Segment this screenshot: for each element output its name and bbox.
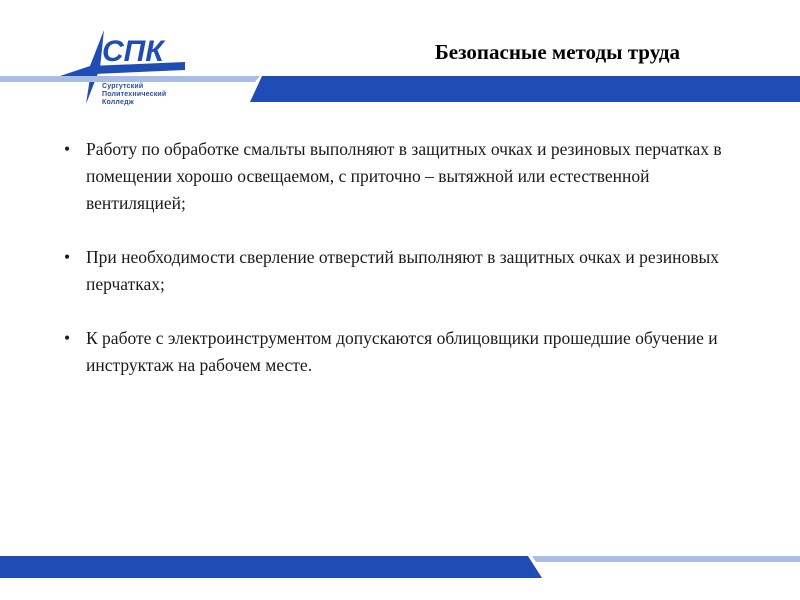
bullet-marker: • (64, 139, 71, 159)
list-item (60, 325, 740, 379)
bullet-marker: • (64, 247, 71, 267)
bullet-text: При необходимости сверление отверстий выполняют в защитных очках и резиновых перчатках; (86, 247, 720, 294)
logo-subtitle-line: Колледж (102, 99, 134, 106)
footer-stripe (0, 556, 800, 584)
logo-subtitle-line: Сургутский (102, 83, 144, 90)
header-stripe (0, 76, 800, 102)
list-item (60, 244, 740, 298)
bullet-text: К работе с электроинструментом допускаются облицовщики прошедшие обучение и инструктаж на рабочем месте. (86, 328, 718, 375)
list-item (60, 136, 740, 217)
bullet-text: Работу по обработке смальты выполняют в защитных очках и резиновых перчатках в помещении хорошо освещаемом, с приточно – вытяжной или естественной вентиляцией; (86, 139, 722, 213)
slide-title: Безопасные методы труда (434, 40, 680, 64)
bullet-marker: • (64, 328, 71, 348)
logo-subtitle-line: Политехнический (102, 91, 167, 98)
logo-mark: СПК (102, 35, 164, 68)
bullet-list (60, 136, 740, 406)
